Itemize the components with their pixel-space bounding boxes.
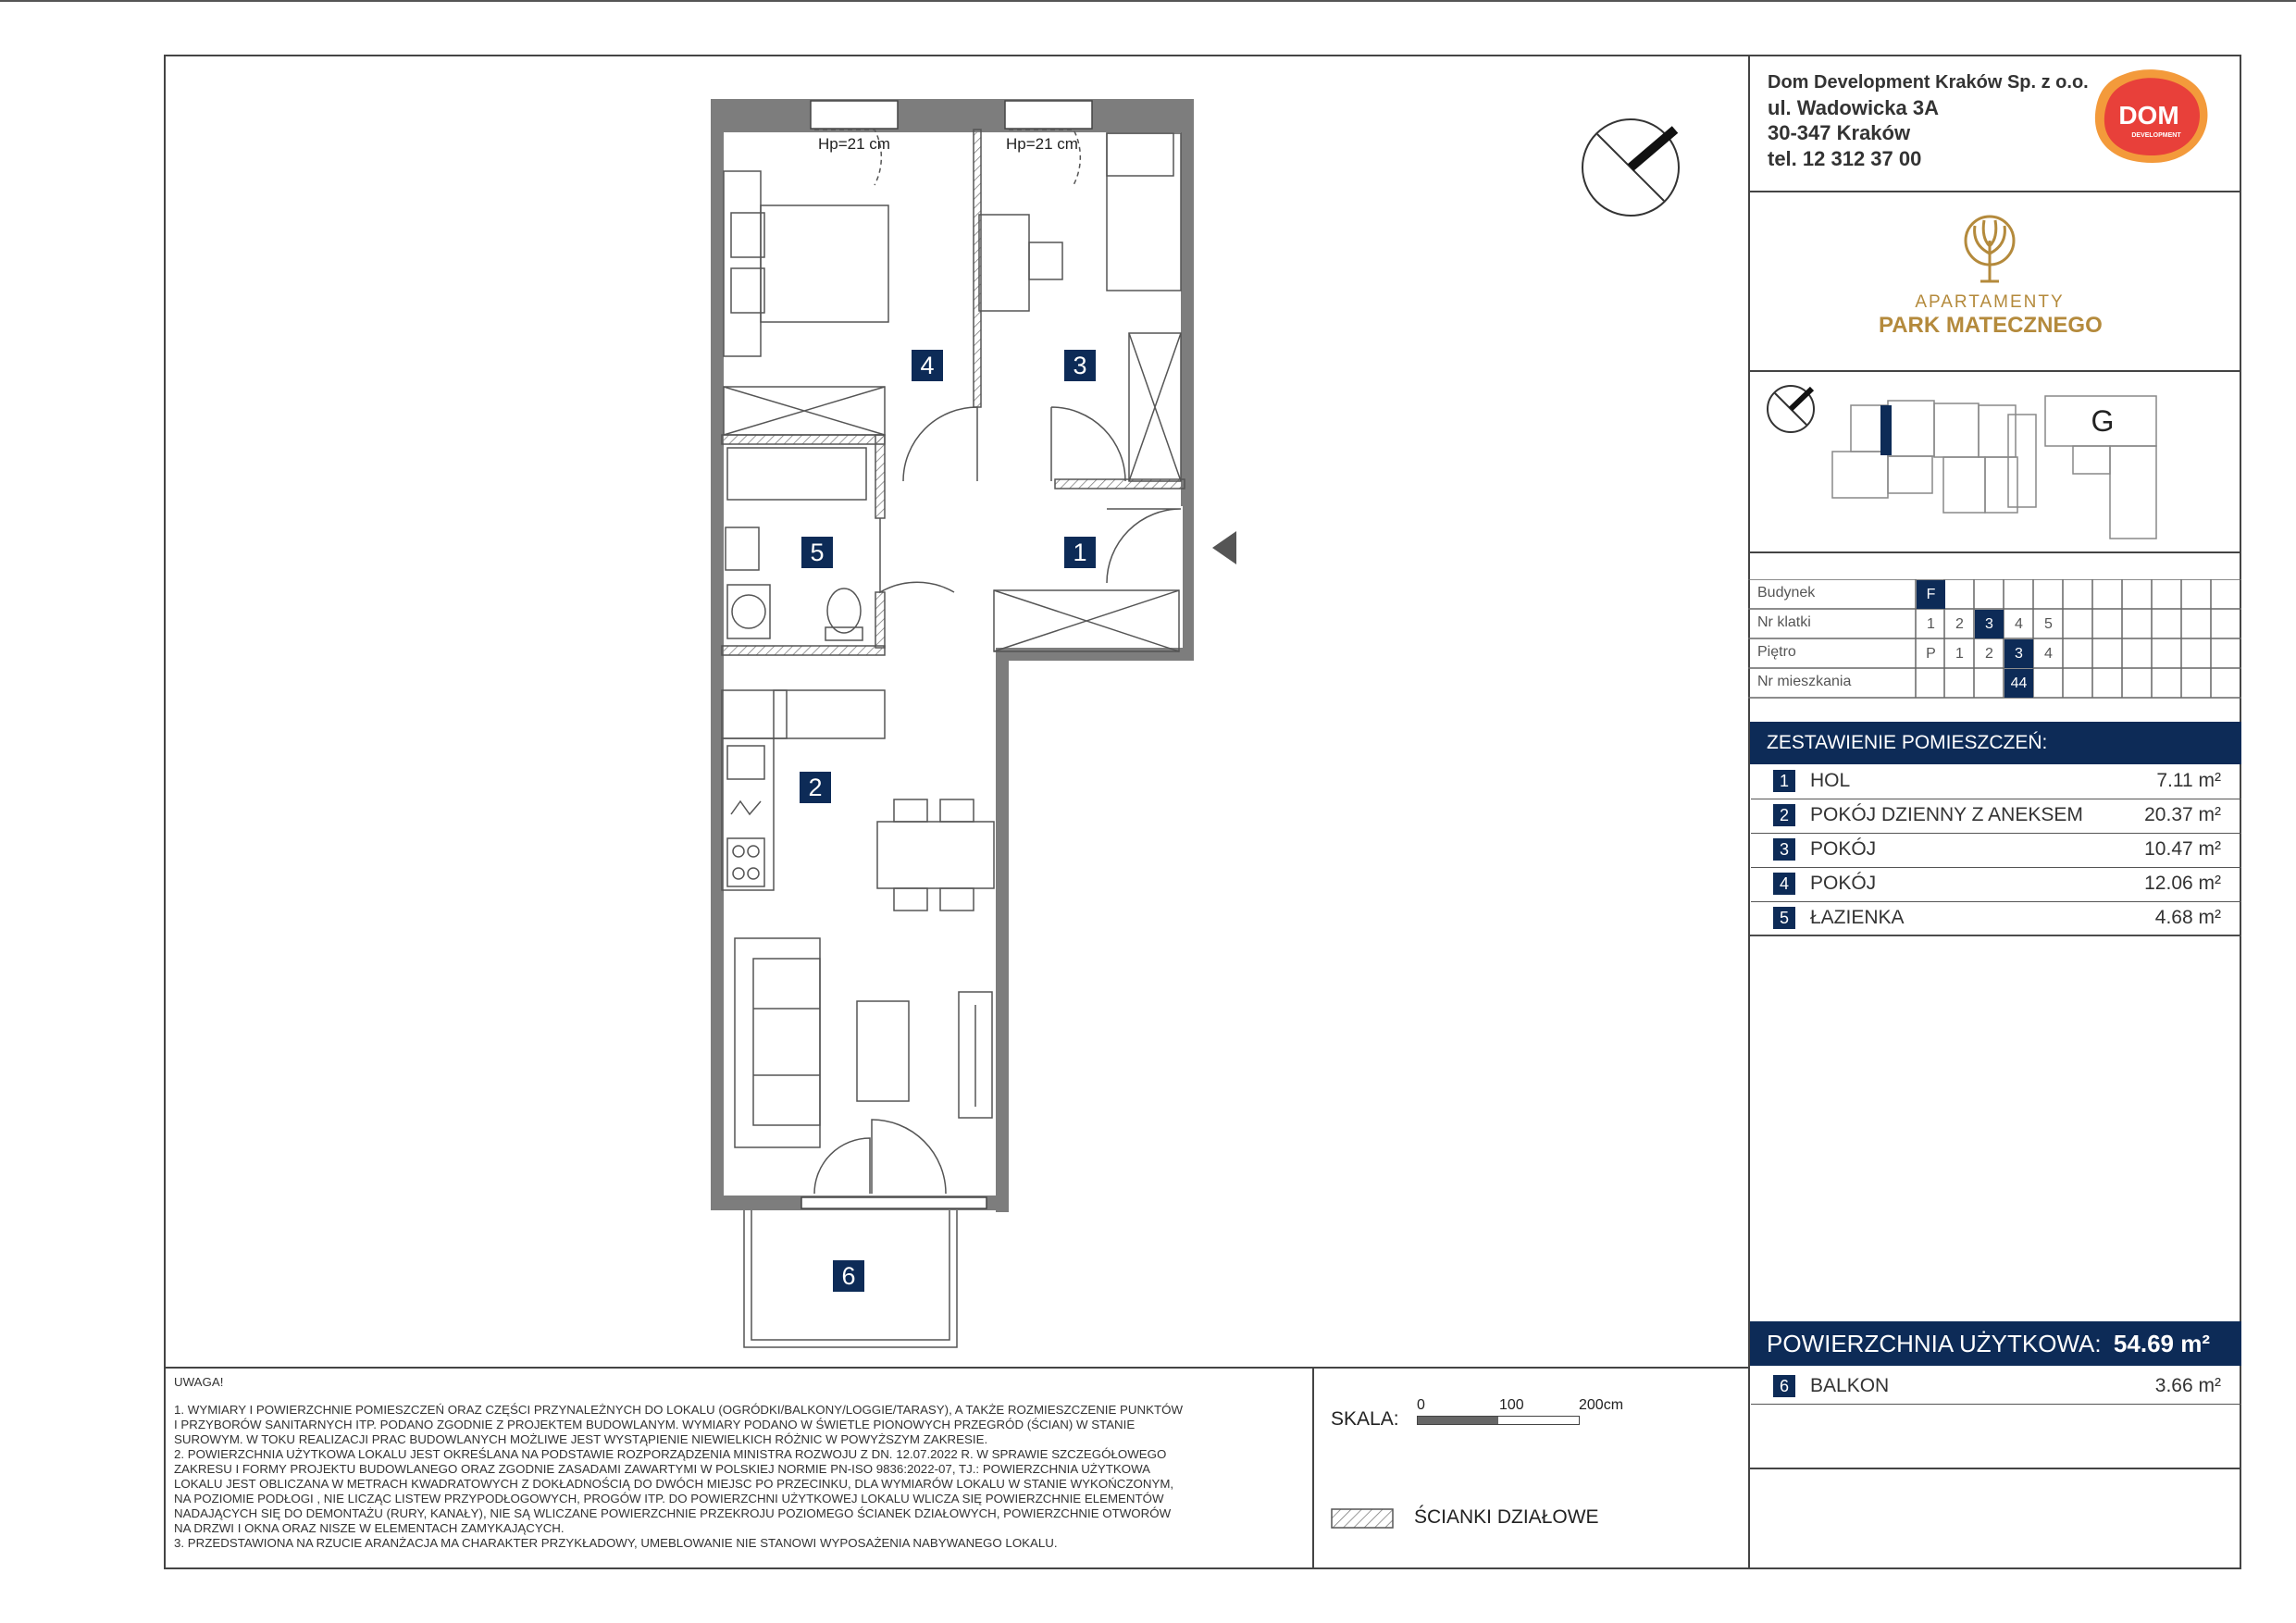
scale-tick-0: 0 [1417, 1397, 1425, 1413]
info-row-label: Nr klatki [1757, 614, 1811, 630]
scale-tick-100: 100 [1499, 1397, 1524, 1413]
info-cell: 3 [2004, 639, 2033, 668]
room-number-badge: 1 [1773, 770, 1795, 792]
info-cell: 4 [2015, 615, 2023, 632]
plan-label-room-1: 1 [1064, 537, 1096, 568]
room-number-badge: 3 [1773, 838, 1795, 861]
total-area-label: POWIERZCHNIA UŻYTKOWA: [1767, 1329, 2102, 1357]
info-row-label: Nr mieszkania [1757, 674, 1852, 689]
svg-text:Hp=21 cm: Hp=21 cm [1006, 135, 1078, 153]
plan-label-room-3: 3 [1064, 350, 1096, 381]
plan-label-room-4: 4 [912, 350, 943, 381]
notes-line: I PRZYBORÓW SANITARNYCH ITP. PODANO ZGODNIE Z PROJEKTEM BUDOWLANYM. WYMIARY PODANO W ŚWIETLE PIONOWYCH PRZEGRÓD (ŚCIAN) W STANIE [174, 1418, 1136, 1431]
scale-tick-200: 200cm [1579, 1397, 1624, 1413]
scale-bar [1417, 1416, 1580, 1425]
notes-title: UWAGA! [174, 1375, 224, 1389]
room-area: 20.37 m² [2144, 804, 2221, 825]
info-row-label: Budynek [1757, 585, 1816, 601]
info-row-label: Piętro [1757, 644, 1796, 660]
info-cell: 5 [2044, 615, 2053, 632]
total-area-value: 54.69 m² [2113, 1329, 2210, 1357]
notes-line: NA POZIOMIE PODŁOGI , NIE LICZĄC LISTEW PRZYPODŁOGOWYCH, PROGÓW ITP. DO POWIERZCHNI UŻYTKOWEJ LOKALU WLICZA SIĘ POWIERZCHNIE ELEMENTÓW [174, 1492, 1164, 1505]
room-area: 10.47 m² [2144, 838, 2221, 860]
rooms-header-label: ZESTAWIENIE POMIESZCZEŃ: [1767, 732, 2048, 753]
legal-notes [174, 1375, 1285, 1551]
room-name: POKÓJ DZIENNY Z ANEKSEM [1810, 804, 2083, 825]
partition-wall-legend-swatch [1331, 1508, 1394, 1529]
info-cell: 44 [2004, 669, 2033, 698]
info-cell: 4 [2044, 645, 2053, 662]
room-number-badge: 2 [1773, 804, 1795, 826]
room-number-badge: 4 [1773, 873, 1795, 895]
notes-line: LOKALU JEST OBLICZANA W METRACH KWADRATOWYCH Z DOKŁADNOŚCIĄ DO DWÓCH MIEJSC PO PRZECINKU, DLA WYMIARÓW LOKALU W STANIE WYKOŃCZONYM, [174, 1477, 1174, 1491]
svg-text:DEVELOPMENT: DEVELOPMENT [2131, 132, 2181, 139]
svg-text:DOM: DOM [2118, 101, 2179, 130]
room-area: 7.11 m² [2156, 770, 2221, 791]
project-title-line2: PARK MATECZNEGO [1879, 313, 2103, 338]
project-title-line1: APARTAMENTY [1915, 292, 2065, 312]
info-cell: 2 [1985, 645, 1993, 662]
notes-line: 1. WYMIARY I POWIERZCHNIE POMIESZCZEŃ ORAZ CZĘŚCI PRZYNALEŻNYCH DO LOKALU (OGRÓDKI/BALKONY/LOGGIE/TARASY), A TAKŻE ROZMIESZCZENIE PUNKTÓW [174, 1403, 1184, 1417]
room-name: HOL [1810, 770, 1851, 791]
info-cell: 1 [1927, 615, 1935, 632]
info-cell: F [1917, 580, 1945, 609]
info-cell: P [1926, 645, 1936, 662]
notes-line: 3. PRZEDSTAWIONA NA RZUCIE ARANŻACJA MA CHARAKTER PRZYKŁADOWY, UMEBLOWANIE NIE STANOWI WYPOSAŻENIA NABYWANEGO LOKALU. [174, 1536, 1058, 1550]
company-city: 30-347 Kraków [1768, 121, 1911, 144]
info-cell: 2 [1955, 615, 1964, 632]
notes-line: ZAKRESU I FORMY PROJEKTU BUDOWLANEGO ORAZ ZGODNIE ZASADAMI ZAWARTYMI W POLSKIEJ NORMIE PN-ISO 9836:2022-07, TJ.: POWIERZCHNIA UŻYTKOWA [174, 1462, 1151, 1476]
room-name: BALKON [1810, 1375, 1890, 1396]
svg-text:Hp=21 cm: Hp=21 cm [818, 135, 890, 153]
room-area: 3.66 m² [2154, 1375, 2221, 1396]
company-phone: tel. 12 312 37 00 [1768, 147, 1922, 170]
room-area: 12.06 m² [2144, 873, 2221, 894]
room-area: 4.68 m² [2154, 907, 2221, 928]
room-name: ŁAZIENKA [1810, 907, 1905, 928]
plan-label-room-6: 6 [833, 1260, 864, 1292]
room-number-badge: 5 [1773, 907, 1795, 929]
company-name: Dom Development Kraków Sp. z o.o. [1768, 72, 2089, 93]
notes-line: NADAJĄCYCH SIĘ DO DEMONTAŻU (RURY, KANAŁY), NIE SĄ WLICZANE POWIERZCHNIE PRZEKROJU POZIOMEGO ŚCIANEK DZIAŁOWYCH, POWIERZCHNIE OTWORÓW [174, 1506, 1172, 1520]
info-cell: 1 [1955, 645, 1964, 662]
svg-text:G: G [2091, 404, 2115, 438]
plan-label-room-2: 2 [800, 772, 831, 803]
room-name: POKÓJ [1810, 873, 1877, 894]
scale-label: SKALA: [1331, 1408, 1399, 1430]
plan-label-room-5: 5 [801, 537, 833, 568]
company-street: ul. Wadowicka 3A [1768, 96, 1940, 119]
info-cell: 3 [1975, 610, 2004, 638]
notes-line: 2. POWIERZCHNIA UŻYTKOWA LOKALU JEST OKREŚLANA NA PODSTAWIE ROZPORZĄDZENIA MINISTRA ROZWOJU Z DN. 12.07.2022 R. W SPRAWIE SZCZEGÓŁOWEGO [174, 1447, 1167, 1461]
room-number-badge: 6 [1773, 1375, 1795, 1397]
notes-line: NA DRZWI I OKNA ORAZ NISZE W ELEMENTACH ZAMYKAJĄCYCH. [174, 1521, 565, 1535]
notes-line: SUROWYM. W TOKU REALIZACJI PRAC BUDOWLANYCH MOŻLIWE JEST WYSTĄPIENIE NIEWIELKICH RÓŻNIC W POWYŻSZYM ZAKRESIE. [174, 1432, 988, 1446]
partition-wall-legend-label: ŚCIANKI DZIAŁOWE [1414, 1506, 1599, 1528]
room-name: POKÓJ [1810, 838, 1877, 860]
